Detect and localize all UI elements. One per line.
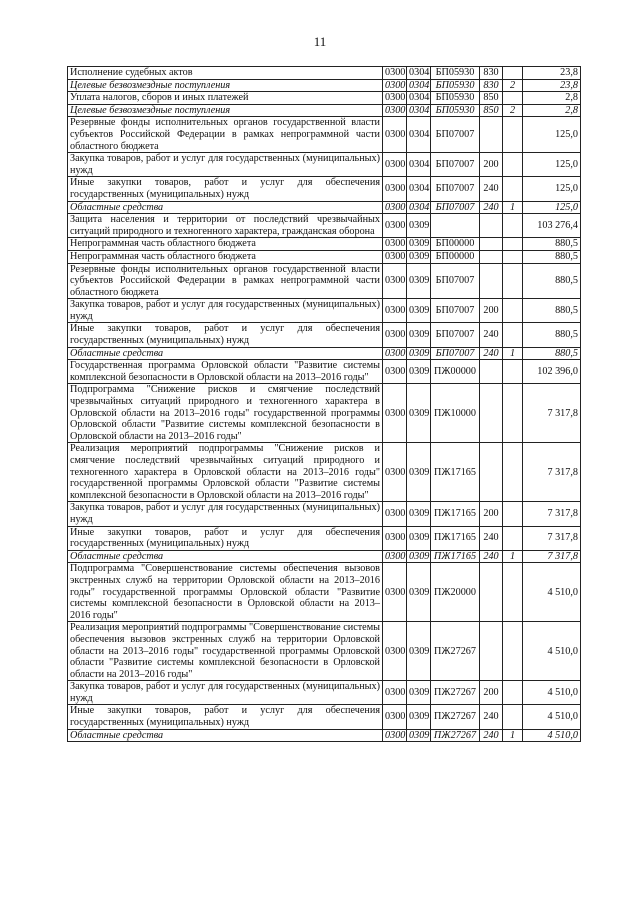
table-row xyxy=(68,299,581,323)
section-code-cell: 0300 xyxy=(383,153,407,177)
target-article-cell: ПЖ27267 xyxy=(431,681,480,705)
expense-type-cell xyxy=(480,214,503,238)
section-code-cell: 0300 xyxy=(383,238,407,251)
funding-source-cell: 2 xyxy=(503,79,523,92)
row-name-cell: Закупка товаров, работ и услуг для государственных (муниципальных) нужд xyxy=(68,299,383,323)
funding-source-cell xyxy=(503,214,523,238)
subsection-code-cell: 0309 xyxy=(407,299,431,323)
amount-cell: 23,8 xyxy=(523,67,581,80)
subsection-code-cell: 0304 xyxy=(407,177,431,201)
table-row xyxy=(68,92,581,105)
row-name-cell: Иные закупки товаров, работ и услуг для обеспечения государственных (муниципальных) нужд xyxy=(68,177,383,201)
row-name-cell: Иные закупки товаров, работ и услуг для обеспечения государственных (муниципальных) нужд xyxy=(68,705,383,729)
table-row xyxy=(68,347,581,360)
row-name-cell: Целевые безвозмездные поступления xyxy=(68,104,383,117)
target-article-cell: ПЖ27267 xyxy=(431,729,480,742)
section-code-cell: 0300 xyxy=(383,622,407,681)
funding-source-cell xyxy=(503,563,523,622)
row-name-cell: Резервные фонды исполнительных органов государственной власти субъектов Российской Федерации в рамках непрограммной части областного бюджета xyxy=(68,263,383,299)
row-name-cell: Подпрограмма "Совершенствование системы обеспечения вызовов экстренных служб на территории Орловской области на 2013–2016 годы" государственной программы Орловской области "Развитие системы комплексной безопасности в Орловской области на 2013–2016 годы" xyxy=(68,563,383,622)
table-row xyxy=(68,705,581,729)
funding-source-cell xyxy=(503,153,523,177)
expense-type-cell xyxy=(480,443,503,502)
target-article-cell: ПЖ00000 xyxy=(431,360,480,384)
funding-source-cell xyxy=(503,238,523,251)
table-row xyxy=(68,550,581,563)
target-article-cell: ПЖ27267 xyxy=(431,705,480,729)
section-code-cell: 0300 xyxy=(383,502,407,526)
budget-table-body xyxy=(68,67,581,742)
amount-cell: 103 276,4 xyxy=(523,214,581,238)
expense-type-cell: 240 xyxy=(480,177,503,201)
subsection-code-cell: 0309 xyxy=(407,360,431,384)
section-code-cell: 0300 xyxy=(383,347,407,360)
section-code-cell: 0300 xyxy=(383,550,407,563)
table-row xyxy=(68,622,581,681)
subsection-code-cell: 0304 xyxy=(407,201,431,214)
expense-type-cell: 240 xyxy=(480,323,503,347)
section-code-cell: 0300 xyxy=(383,79,407,92)
subsection-code-cell: 0304 xyxy=(407,67,431,80)
target-article-cell: БП00000 xyxy=(431,250,480,263)
funding-source-cell xyxy=(503,177,523,201)
target-article-cell: БП07007 xyxy=(431,201,480,214)
target-article-cell: БП07007 xyxy=(431,299,480,323)
section-code-cell: 0300 xyxy=(383,117,407,153)
amount-cell: 4 510,0 xyxy=(523,622,581,681)
section-code-cell: 0300 xyxy=(383,681,407,705)
expense-type-cell: 830 xyxy=(480,67,503,80)
table-row xyxy=(68,681,581,705)
expense-type-cell: 240 xyxy=(480,705,503,729)
subsection-code-cell: 0309 xyxy=(407,502,431,526)
row-name-cell: Закупка товаров, работ и услуг для государственных (муниципальных) нужд xyxy=(68,153,383,177)
section-code-cell: 0300 xyxy=(383,563,407,622)
subsection-code-cell: 0309 xyxy=(407,622,431,681)
funding-source-cell xyxy=(503,360,523,384)
table-row xyxy=(68,214,581,238)
target-article-cell: ПЖ10000 xyxy=(431,384,480,443)
expense-type-cell xyxy=(480,563,503,622)
row-name-cell: Реализация мероприятий подпрограммы "Снижение рисков и смягчение последствий чрезвычайных ситуаций природного и техногенного характера в Орловской области на 2013–2016 годы" государственной программы Орловской области "Развитие системы комплексной безопасности в Орловской области на 2013–2016 годы" xyxy=(68,443,383,502)
table-row xyxy=(68,79,581,92)
subsection-code-cell: 0309 xyxy=(407,347,431,360)
section-code-cell: 0300 xyxy=(383,201,407,214)
subsection-code-cell: 0309 xyxy=(407,563,431,622)
target-article-cell: ПЖ17165 xyxy=(431,443,480,502)
expense-type-cell xyxy=(480,250,503,263)
subsection-code-cell: 0304 xyxy=(407,153,431,177)
subsection-code-cell: 0309 xyxy=(407,238,431,251)
table-row xyxy=(68,502,581,526)
subsection-code-cell: 0309 xyxy=(407,705,431,729)
table-row xyxy=(68,201,581,214)
section-code-cell: 0300 xyxy=(383,104,407,117)
amount-cell: 125,0 xyxy=(523,201,581,214)
subsection-code-cell: 0309 xyxy=(407,681,431,705)
target-article-cell: БП07007 xyxy=(431,347,480,360)
expense-type-cell: 850 xyxy=(480,92,503,105)
amount-cell: 880,5 xyxy=(523,250,581,263)
target-article-cell: ПЖ17165 xyxy=(431,550,480,563)
row-name-cell: Непрограммная часть областного бюджета xyxy=(68,238,383,251)
expense-type-cell: 850 xyxy=(480,104,503,117)
amount-cell: 880,5 xyxy=(523,347,581,360)
row-name-cell: Резервные фонды исполнительных органов государственной власти субъектов Российской Федерации в рамках непрограммной части областного бюджета xyxy=(68,117,383,153)
table-row xyxy=(68,563,581,622)
expense-type-cell xyxy=(480,360,503,384)
target-article-cell: БП05930 xyxy=(431,92,480,105)
expense-type-cell: 240 xyxy=(480,201,503,214)
table-row xyxy=(68,323,581,347)
amount-cell: 2,8 xyxy=(523,104,581,117)
budget-table xyxy=(67,66,581,742)
row-name-cell: Иные закупки товаров, работ и услуг для обеспечения государственных (муниципальных) нужд xyxy=(68,526,383,550)
funding-source-cell xyxy=(503,526,523,550)
section-code-cell: 0300 xyxy=(383,705,407,729)
expense-type-cell: 240 xyxy=(480,526,503,550)
funding-source-cell xyxy=(503,263,523,299)
amount-cell: 23,8 xyxy=(523,79,581,92)
row-name-cell: Исполнение судебных актов xyxy=(68,67,383,80)
funding-source-cell: 1 xyxy=(503,201,523,214)
amount-cell: 7 317,8 xyxy=(523,502,581,526)
funding-source-cell xyxy=(503,384,523,443)
funding-source-cell xyxy=(503,299,523,323)
funding-source-cell xyxy=(503,502,523,526)
section-code-cell: 0300 xyxy=(383,729,407,742)
subsection-code-cell: 0304 xyxy=(407,92,431,105)
amount-cell: 880,5 xyxy=(523,238,581,251)
section-code-cell: 0300 xyxy=(383,92,407,105)
target-article-cell: БП07007 xyxy=(431,153,480,177)
section-code-cell: 0300 xyxy=(383,384,407,443)
expense-type-cell: 200 xyxy=(480,153,503,177)
amount-cell: 125,0 xyxy=(523,153,581,177)
amount-cell: 4 510,0 xyxy=(523,681,581,705)
table-row xyxy=(68,443,581,502)
table-row xyxy=(68,263,581,299)
target-article-cell: БП07007 xyxy=(431,323,480,347)
target-article-cell: БП07007 xyxy=(431,177,480,201)
row-name-cell: Непрограммная часть областного бюджета xyxy=(68,250,383,263)
funding-source-cell xyxy=(503,443,523,502)
row-name-cell: Государственная программа Орловской области "Развитие системы комплексной безопасности в Орловской области на 2013–2016 годы" xyxy=(68,360,383,384)
subsection-code-cell: 0309 xyxy=(407,729,431,742)
expense-type-cell: 240 xyxy=(480,550,503,563)
table-row xyxy=(68,384,581,443)
table-row xyxy=(68,729,581,742)
section-code-cell: 0300 xyxy=(383,443,407,502)
subsection-code-cell: 0304 xyxy=(407,104,431,117)
table-row xyxy=(68,67,581,80)
amount-cell: 7 317,8 xyxy=(523,526,581,550)
row-name-cell: Защита населения и территории от последствий чрезвычайных ситуаций природного и техногенного характера, гражданская оборона xyxy=(68,214,383,238)
table-row xyxy=(68,526,581,550)
subsection-code-cell: 0309 xyxy=(407,214,431,238)
expense-type-cell xyxy=(480,622,503,681)
subsection-code-cell: 0309 xyxy=(407,250,431,263)
row-name-cell: Закупка товаров, работ и услуг для государственных (муниципальных) нужд xyxy=(68,502,383,526)
row-name-cell: Целевые безвозмездные поступления xyxy=(68,79,383,92)
amount-cell: 125,0 xyxy=(523,177,581,201)
funding-source-cell xyxy=(503,67,523,80)
target-article-cell: ПЖ17165 xyxy=(431,502,480,526)
expense-type-cell xyxy=(480,263,503,299)
table-row xyxy=(68,117,581,153)
expense-type-cell: 830 xyxy=(480,79,503,92)
target-article-cell xyxy=(431,214,480,238)
section-code-cell: 0300 xyxy=(383,214,407,238)
section-code-cell: 0300 xyxy=(383,250,407,263)
section-code-cell: 0300 xyxy=(383,526,407,550)
funding-source-cell: 1 xyxy=(503,347,523,360)
table-row xyxy=(68,153,581,177)
funding-source-cell xyxy=(503,705,523,729)
amount-cell: 7 317,8 xyxy=(523,550,581,563)
page-number: 11 xyxy=(313,34,327,49)
table-row xyxy=(68,250,581,263)
amount-cell: 7 317,8 xyxy=(523,384,581,443)
table-row xyxy=(68,177,581,201)
target-article-cell: БП00000 xyxy=(431,238,480,251)
subsection-code-cell: 0304 xyxy=(407,79,431,92)
funding-source-cell xyxy=(503,250,523,263)
expense-type-cell: 240 xyxy=(480,347,503,360)
subsection-code-cell: 0309 xyxy=(407,384,431,443)
expense-type-cell: 200 xyxy=(480,502,503,526)
subsection-code-cell: 0309 xyxy=(407,263,431,299)
subsection-code-cell: 0309 xyxy=(407,526,431,550)
expense-type-cell: 200 xyxy=(480,299,503,323)
expense-type-cell: 200 xyxy=(480,681,503,705)
amount-cell: 880,5 xyxy=(523,299,581,323)
target-article-cell: БП05930 xyxy=(431,67,480,80)
funding-source-cell xyxy=(503,117,523,153)
section-code-cell: 0300 xyxy=(383,299,407,323)
table-row xyxy=(68,360,581,384)
row-name-cell: Реализация мероприятий подпрограммы "Совершенствование системы обеспечения вызовов экстренных служб на территории Орловской области на 2013–2016 годы" государственной программы Орловской области "Развитие системы комплексной безопасности в Орловской области на 2013–2016 годы" xyxy=(68,622,383,681)
target-article-cell: ПЖ20000 xyxy=(431,563,480,622)
row-name-cell: Областные средства xyxy=(68,729,383,742)
amount-cell: 4 510,0 xyxy=(523,563,581,622)
expense-type-cell: 240 xyxy=(480,729,503,742)
expense-type-cell xyxy=(480,117,503,153)
row-name-cell: Иные закупки товаров, работ и услуг для обеспечения государственных (муниципальных) нужд xyxy=(68,323,383,347)
row-name-cell: Уплата налогов, сборов и иных платежей xyxy=(68,92,383,105)
funding-source-cell: 1 xyxy=(503,550,523,563)
amount-cell: 2,8 xyxy=(523,92,581,105)
section-code-cell: 0300 xyxy=(383,177,407,201)
amount-cell: 4 510,0 xyxy=(523,729,581,742)
subsection-code-cell: 0309 xyxy=(407,443,431,502)
funding-source-cell xyxy=(503,323,523,347)
row-name-cell: Подпрограмма "Снижение рисков и смягчение последствий чрезвычайных ситуаций природного и техногенного характера в Орловской области на 2013–2016 годы" государственной программы Орловской области "Развитие системы комплексной безопасности в Орловской области на 2013–2016 годы" xyxy=(68,384,383,443)
subsection-code-cell: 0309 xyxy=(407,550,431,563)
funding-source-cell: 1 xyxy=(503,729,523,742)
funding-source-cell xyxy=(503,622,523,681)
section-code-cell: 0300 xyxy=(383,67,407,80)
row-name-cell: Областные средства xyxy=(68,347,383,360)
amount-cell: 4 510,0 xyxy=(523,705,581,729)
expense-type-cell xyxy=(480,238,503,251)
row-name-cell: Закупка товаров, работ и услуг для государственных (муниципальных) нужд xyxy=(68,681,383,705)
row-name-cell: Областные средства xyxy=(68,550,383,563)
target-article-cell: БП05930 xyxy=(431,104,480,117)
section-code-cell: 0300 xyxy=(383,323,407,347)
section-code-cell: 0300 xyxy=(383,263,407,299)
target-article-cell: БП07007 xyxy=(431,117,480,153)
subsection-code-cell: 0304 xyxy=(407,117,431,153)
amount-cell: 880,5 xyxy=(523,323,581,347)
amount-cell: 7 317,8 xyxy=(523,443,581,502)
section-code-cell: 0300 xyxy=(383,360,407,384)
expense-type-cell xyxy=(480,384,503,443)
funding-source-cell: 2 xyxy=(503,104,523,117)
target-article-cell: БП07007 xyxy=(431,263,480,299)
row-name-cell: Областные средства xyxy=(68,201,383,214)
amount-cell: 125,0 xyxy=(523,117,581,153)
table-row xyxy=(68,104,581,117)
amount-cell: 102 396,0 xyxy=(523,360,581,384)
table-row xyxy=(68,238,581,251)
funding-source-cell xyxy=(503,681,523,705)
target-article-cell: ПЖ17165 xyxy=(431,526,480,550)
funding-source-cell xyxy=(503,92,523,105)
target-article-cell: ПЖ27267 xyxy=(431,622,480,681)
subsection-code-cell: 0309 xyxy=(407,323,431,347)
target-article-cell: БП05930 xyxy=(431,79,480,92)
amount-cell: 880,5 xyxy=(523,263,581,299)
